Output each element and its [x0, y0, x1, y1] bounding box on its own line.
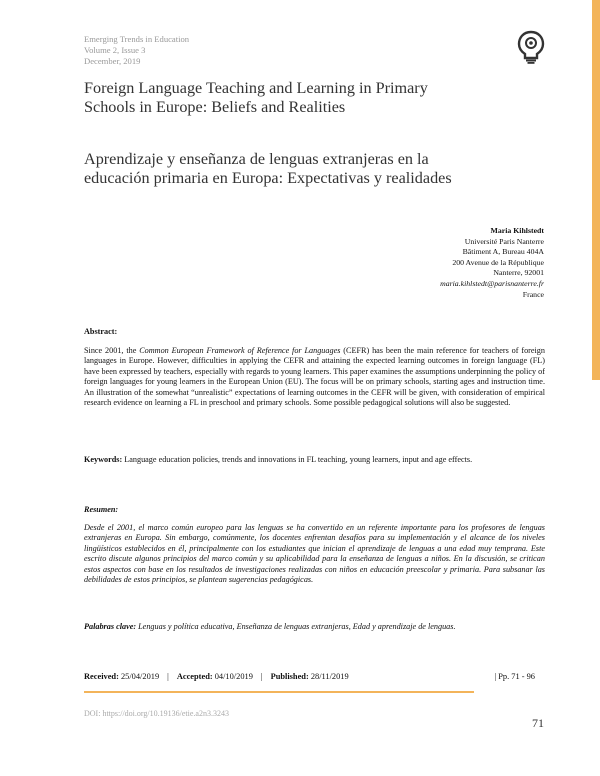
- abstract-body: [84, 346, 545, 408]
- accepted-date: 04/10/2019: [212, 672, 253, 681]
- keywords: [84, 455, 545, 465]
- received-date: 25/04/2019: [118, 672, 160, 681]
- resumen-body: Desde el 2001, el marco común europeo para las lenguas se ha convertido en un referente importante para los profesores de lenguas extranjeras en Europa. Sin embargo, comúnmente, los docentes enfrentan desafíos para su implementación y el alcance de los niveles lingüísticos establecidos en él, principalmente con los estudiantes que inician el aprendizaje de lenguas a una edad muy temprana. Este escrito discute algunos principios del marco común y su aplicabilidad para la enseñanza de lenguas a niños. En la discusión, se critican estos aspectos con base en los resultados de investigaciones realizadas con niños en educación preescolar y primaria. Para subsanar las debilidades de estos principios, se plantean sugerencias pedagógicas.: [84, 523, 545, 585]
- accent-rule: [84, 691, 474, 693]
- palabras-clave: [84, 622, 545, 632]
- resumen-heading: Resumen:: [84, 505, 119, 514]
- journal-header: [84, 34, 189, 67]
- accepted-label: Accepted:: [176, 672, 213, 681]
- title-spanish-line1: Aprendizaje y enseñanza de lenguas extranjeras en la: [84, 150, 429, 168]
- abstract-heading: Abstract:: [84, 327, 118, 336]
- author-address-city: Nanterre, 92001: [493, 268, 544, 278]
- published-date: 28/11/2019: [308, 672, 349, 681]
- page-range: | Pp. 71 - 96: [494, 672, 535, 681]
- author-address-street: 200 Avenue de la République: [452, 257, 544, 267]
- journal-date: December, 2019: [84, 56, 141, 66]
- abstract-text-post: (CEFR) has been the main reference for teachers of foreign languages in Europe. However, difficulties in applying the CEFR and attaining the expected learning outcomes in foreign language (FL) have been expressed by teachers, especially with regards to young learners. This paper examines the assumptions underpinning the policy of foreign languages for young learners in the European Union (EU). The focus will be on primary schools, starting ages and instruction time. An illustration of the somewhat “unrealistic” expectations of learning outcomes in the CEFR will be given, with consideration of empirical research evidence on learning a FL in preschool and primary schools. Some possible pedagogical solutions will also be suggested.: [84, 346, 545, 408]
- abstract-text-pre: Since 2001, the: [84, 346, 140, 355]
- page-number: 71: [532, 716, 544, 730]
- title-english: [84, 79, 545, 117]
- received-label: Received:: [84, 672, 119, 681]
- author-email[interactable]: maria.kihlstedt@parisnanterre.fr: [440, 278, 544, 288]
- palabras-clave-label: Palabras clave:: [84, 622, 137, 631]
- accent-side-bar: [592, 0, 600, 380]
- published-label: Published:: [270, 672, 309, 681]
- journal-name: Emerging Trends in Education: [84, 34, 190, 44]
- author-name: Maria Kihlstedt: [490, 226, 544, 235]
- keywords-text: Language education policies, trends and innovations in FL teaching, young learners, input and age effects.: [122, 455, 473, 464]
- palabras-clave-text: Lenguas y política educativa, Enseñanza de lenguas extranjeras, Edad y aprendizaje de lenguas.: [136, 622, 456, 631]
- author-block: [440, 226, 544, 300]
- abstract-text-italic: Common European Framework of Reference for Languages: [139, 346, 341, 355]
- lightbulb-head-icon: [517, 30, 545, 64]
- author-address-building: Bâtiment A, Bureau 404A: [462, 247, 544, 257]
- author-country: France: [522, 289, 544, 299]
- title-spanish: [84, 150, 545, 188]
- title-english-line2: Schools in Europe: Beliefs and Realities: [84, 98, 346, 116]
- author-affiliation: Université Paris Nanterre: [464, 236, 544, 246]
- publication-dates: Received: 25/04/2019 | Accepted: 04/10/2019 | Published: 28/11/2019 | Pp. 71 - 96: [84, 672, 535, 681]
- doi-link[interactable]: DOI: https://doi.org/10.19136/etie.a2n3.3243: [84, 709, 229, 718]
- title-english-line1: Foreign Language Teaching and Learning in Primary: [84, 79, 428, 97]
- journal-volume: Volume 2, Issue 3: [84, 45, 146, 55]
- keywords-label: Keywords:: [84, 455, 123, 464]
- title-spanish-line2: educación primaria en Europa: Expectativas y realidades: [84, 169, 452, 187]
